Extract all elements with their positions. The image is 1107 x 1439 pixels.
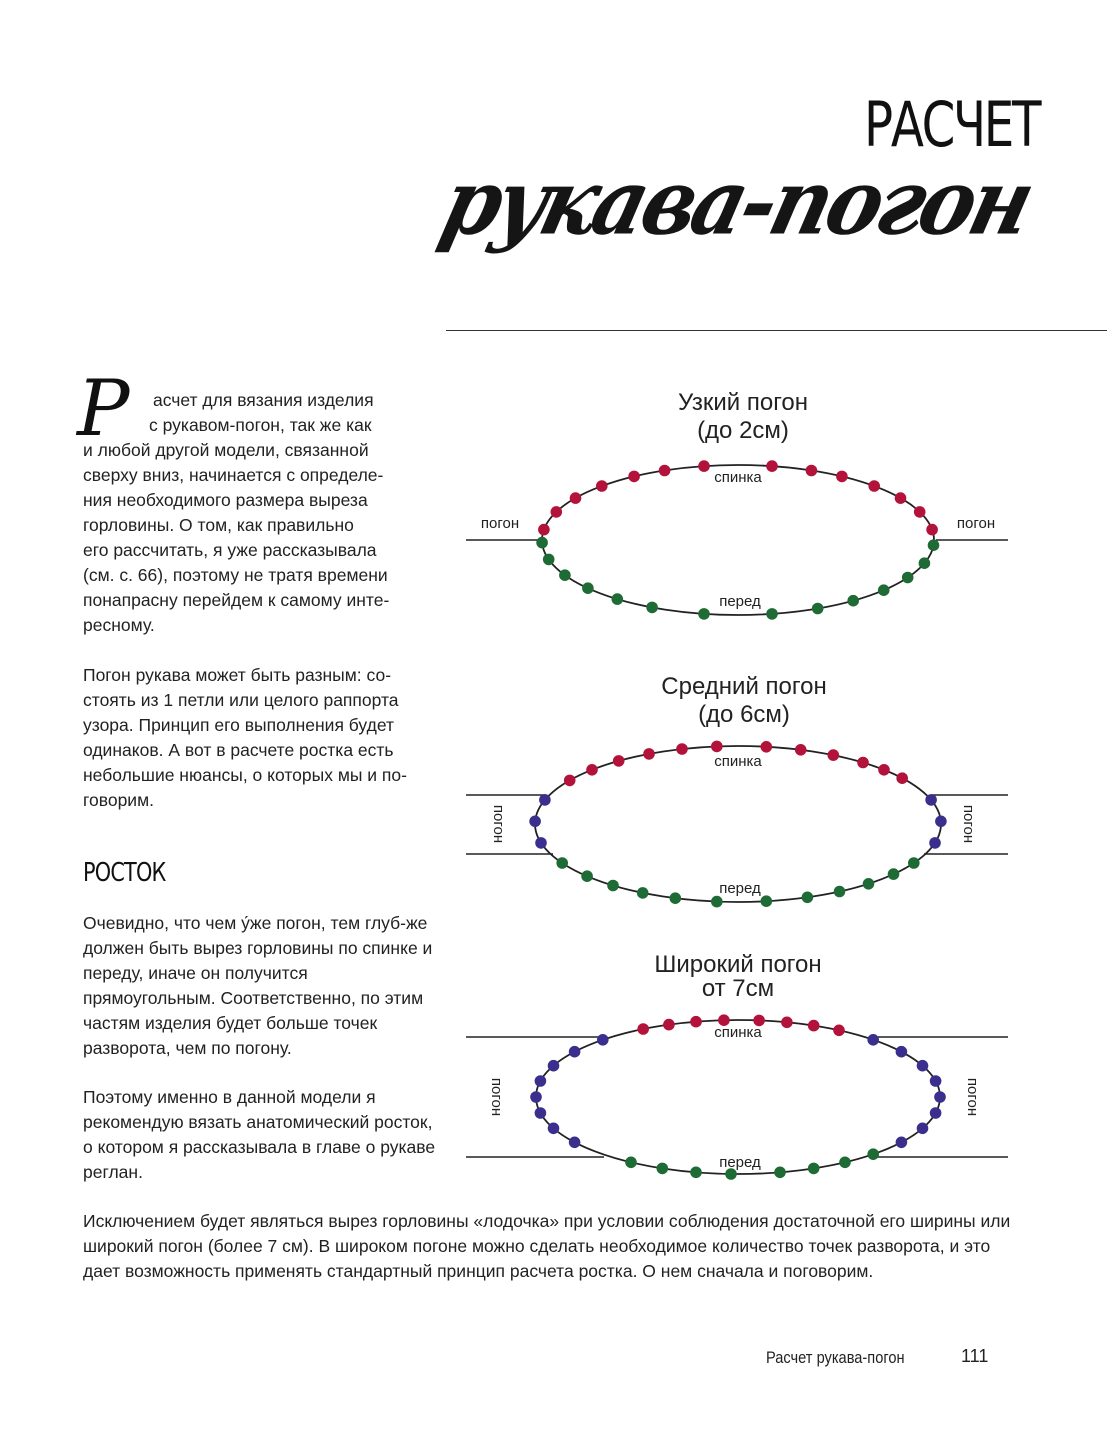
back-stitch-dot — [690, 1016, 702, 1028]
front-stitch-dot — [711, 896, 723, 908]
strap-stitch-dot — [935, 816, 947, 828]
strap-stitch-dot — [597, 1034, 609, 1046]
intro-line: ния необходимого размера выреза — [83, 490, 368, 510]
front-stitch-dot — [536, 537, 548, 549]
front-stitch-dot — [607, 880, 619, 892]
intro-line: ресному. — [83, 615, 155, 635]
front-stitch-dot — [902, 572, 914, 584]
front-stitch-dot — [582, 582, 594, 594]
intro-line: горловины. О том, как правильно — [83, 515, 354, 535]
diagram-title: Средний погон — [661, 673, 827, 700]
front-stitch-dot — [698, 608, 710, 620]
back-label: спинка — [714, 753, 762, 770]
intro-line: понапрасну перейдем к самому инте- — [83, 590, 390, 610]
back-stitch-dot — [896, 772, 908, 784]
strap-stitch-dot — [930, 1075, 942, 1087]
back-label: спинка — [714, 469, 762, 486]
strap-stitch-dot — [535, 1075, 547, 1087]
diagram-title: Узкий погон — [677, 389, 809, 416]
back-stitch-dot — [663, 1019, 675, 1031]
paragraph-recommendation: Поэтому именно в данной модели я рекомендую вязать анатомический росток, о котором я рассказывала в главе о рукаве реглан. — [83, 1087, 436, 1182]
neckline-ellipse — [536, 1020, 940, 1174]
paragraph-strap-types: Погон рукава может быть разным: со-стоять из 1 петли или целого раппорта узора. Принцип его выполнения будет одинаков. А вот в расчете ростка есть небольшие нюансы, о которых мы и по-говорим. — [83, 665, 407, 810]
back-stitch-dot — [857, 757, 869, 769]
strap-stitch-dot — [925, 794, 937, 806]
drop-cap: Р — [77, 364, 130, 454]
strap-stitch-dot — [539, 794, 551, 806]
strap-label-left: погон — [480, 515, 520, 532]
front-stitch-dot — [625, 1157, 637, 1169]
back-stitch-dot — [643, 748, 655, 760]
back-label: спинка — [714, 1024, 762, 1041]
front-stitch-dot — [670, 892, 682, 904]
front-label: перед — [719, 593, 761, 610]
paragraph-exception: Исключением будет являться вырез горловины «лодочка» при условии соблюдения достаточной его ширины или широкий погон (более 7 см). В широком погоне можно сделать необходимое количество точек разворота, и это дает возможность применять стандартный принцип расчета ростка. О нем сначала и поговорим. — [83, 1211, 1011, 1281]
front-stitch-dot — [581, 870, 593, 882]
diagram-narrow-strap — [466, 389, 1008, 620]
intro-line: его рассчитать, я уже рассказывала — [83, 540, 377, 560]
back-stitch-dot — [766, 460, 778, 472]
strap-stitch-dot — [917, 1123, 929, 1135]
back-stitch-dot — [808, 1020, 820, 1032]
front-stitch-dot — [766, 608, 778, 620]
running-footer-title: Расчет рукава-погон — [766, 1348, 905, 1367]
back-stitch-dot — [659, 465, 671, 477]
back-stitch-dot — [586, 764, 598, 776]
front-stitch-dot — [878, 584, 890, 596]
front-stitch-dot — [908, 857, 920, 869]
front-stitch-dot — [559, 569, 571, 581]
back-stitch-dot — [781, 1017, 793, 1029]
intro-line: с рукавом-погон, так же как — [149, 415, 372, 435]
back-stitch-dot — [613, 755, 625, 767]
strap-stitch-dot — [529, 816, 541, 828]
back-stitch-dot — [926, 524, 938, 536]
strap-stitch-dot — [569, 1137, 581, 1149]
strap-stitch-dot — [934, 1091, 946, 1103]
strap-stitch-dot — [930, 1107, 942, 1119]
paragraph-narrow-strap: Очевидно, что чем у́же погон, тем глуб-же должен быть вырез горловины по спинке и переду, иначе он получится прямоугольным. Соответственно, по этим частям изделия будет больше точек разворота, чем по погону. — [83, 913, 433, 1058]
intro-line: (см. с. 66), поэтому не тратя времени — [83, 565, 388, 585]
diagram-wide-strap — [466, 951, 1008, 1180]
back-stitch-dot — [895, 492, 907, 504]
strap-label-left: погон — [490, 804, 507, 844]
page-title-script: рукава-погон — [431, 150, 1041, 256]
back-stitch-dot — [828, 749, 840, 761]
back-stitch-dot — [833, 1025, 845, 1037]
front-stitch-dot — [928, 539, 940, 551]
strap-stitch-dot — [867, 1034, 879, 1046]
front-stitch-dot — [612, 593, 624, 605]
front-stitch-dot — [556, 857, 568, 869]
back-stitch-dot — [868, 480, 880, 492]
back-stitch-dot — [570, 492, 582, 504]
diagram-medium-strap — [466, 673, 1008, 907]
front-stitch-dot — [812, 603, 824, 615]
back-stitch-dot — [628, 471, 640, 483]
page-title-top: РАСЧЕТ — [864, 88, 1040, 161]
strap-label-left: погон — [488, 1077, 505, 1117]
strap-stitch-dot — [548, 1060, 560, 1072]
front-label: перед — [719, 1154, 761, 1171]
front-stitch-dot — [863, 878, 875, 890]
strap-stitch-dot — [896, 1046, 908, 1058]
front-stitch-dot — [867, 1148, 879, 1160]
diagram-subtitle: (до 6см) — [698, 701, 790, 728]
back-stitch-dot — [564, 775, 576, 787]
intro-line: асчет для вязания изделия — [153, 390, 374, 410]
front-stitch-dot — [774, 1167, 786, 1179]
front-stitch-dot — [761, 895, 773, 907]
front-stitch-dot — [657, 1163, 669, 1175]
strap-stitch-dot — [535, 837, 547, 849]
strap-label-right: погон — [964, 1077, 981, 1117]
strap-stitch-dot — [929, 837, 941, 849]
front-stitch-dot — [888, 868, 900, 880]
strap-stitch-dot — [917, 1060, 929, 1072]
front-label: перед — [719, 880, 761, 897]
front-stitch-dot — [919, 557, 931, 569]
strap-stitch-dot — [569, 1046, 581, 1058]
back-stitch-dot — [538, 524, 550, 536]
strap-label-right: погон — [960, 804, 977, 844]
front-stitch-dot — [646, 602, 658, 614]
front-stitch-dot — [690, 1167, 702, 1179]
strap-stitch-dot — [548, 1123, 560, 1135]
diagram-subtitle: (до 2см) — [697, 417, 789, 444]
section-heading-rostok: РОСТОК — [83, 858, 166, 888]
back-stitch-dot — [551, 506, 563, 518]
intro-line: и любой другой модели, связанной — [83, 440, 369, 460]
diagram-subtitle: от 7см — [701, 975, 775, 1002]
front-stitch-dot — [839, 1157, 851, 1169]
front-stitch-dot — [802, 892, 814, 904]
strap-label-right: погон — [956, 515, 996, 532]
front-stitch-dot — [637, 887, 649, 899]
intro-line: сверху вниз, начинается с определе- — [83, 465, 384, 485]
back-stitch-dot — [836, 471, 848, 483]
strap-stitch-dot — [896, 1137, 908, 1149]
front-stitch-dot — [808, 1163, 820, 1175]
back-stitch-dot — [596, 480, 608, 492]
back-stitch-dot — [761, 741, 773, 753]
back-stitch-dot — [676, 743, 688, 755]
back-stitch-dot — [637, 1023, 649, 1035]
front-stitch-dot — [847, 595, 859, 607]
strap-stitch-dot — [535, 1107, 547, 1119]
front-stitch-dot — [834, 886, 846, 898]
back-stitch-dot — [914, 506, 926, 518]
back-stitch-dot — [698, 460, 710, 472]
back-stitch-dot — [806, 465, 818, 477]
diagram-title: Широкий погон — [654, 951, 822, 978]
strap-stitch-dot — [530, 1091, 542, 1103]
front-stitch-dot — [543, 554, 555, 566]
back-stitch-dot — [795, 744, 807, 756]
page-number: 111 — [961, 1346, 989, 1366]
back-stitch-dot — [878, 764, 890, 776]
back-stitch-dot — [711, 741, 723, 753]
